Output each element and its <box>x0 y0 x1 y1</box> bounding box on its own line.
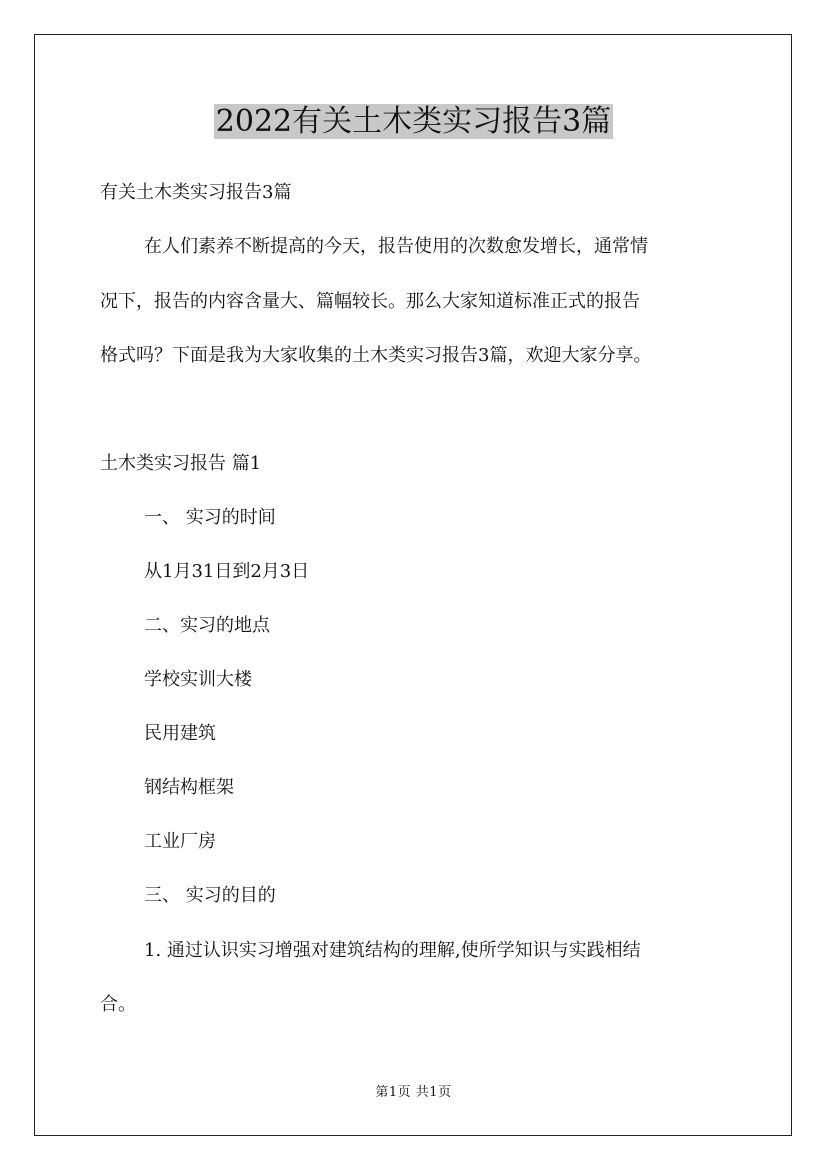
item-heading-purpose: 三、 实习的目的 <box>144 885 276 906</box>
item-text-dates: 从1月31日到2月3日 <box>144 561 310 582</box>
intro-line-3: 格式吗？下面是我为大家收集的土木类实习报告3篇，欢迎大家分享。 <box>100 345 652 366</box>
subtitle: 有关土木类实习报告3篇 <box>100 182 292 203</box>
location-list-item: 民用建筑 <box>144 723 216 744</box>
location-list-item: 工业厂房 <box>144 831 216 852</box>
item-heading-time: 一、 实习的时间 <box>144 507 276 528</box>
item-heading-location: 二、实习的地点 <box>144 615 270 636</box>
purpose-line-2: 合。 <box>100 994 136 1015</box>
location-list-item: 钢结构框架 <box>144 777 234 798</box>
purpose-line-1: 1. 通过认识实习增强对建筑结构的理解,使所学知识与实践相结 <box>144 940 641 961</box>
intro-line-1: 在人们素养不断提高的今天，报告使用的次数愈发增长，通常情 <box>144 236 648 257</box>
intro-line-2: 况下，报告的内容含量大、篇幅较长。那么大家知道标准正式的报告 <box>100 291 640 312</box>
page-footer: 第1页 共1页 <box>375 1085 452 1100</box>
location-list-item: 学校实训大楼 <box>144 669 252 690</box>
document-title <box>0 100 827 144</box>
title-text: 2022有关土木类实习报告3篇 <box>215 104 612 139</box>
section-heading: 土木类实习报告 篇1 <box>100 453 262 474</box>
